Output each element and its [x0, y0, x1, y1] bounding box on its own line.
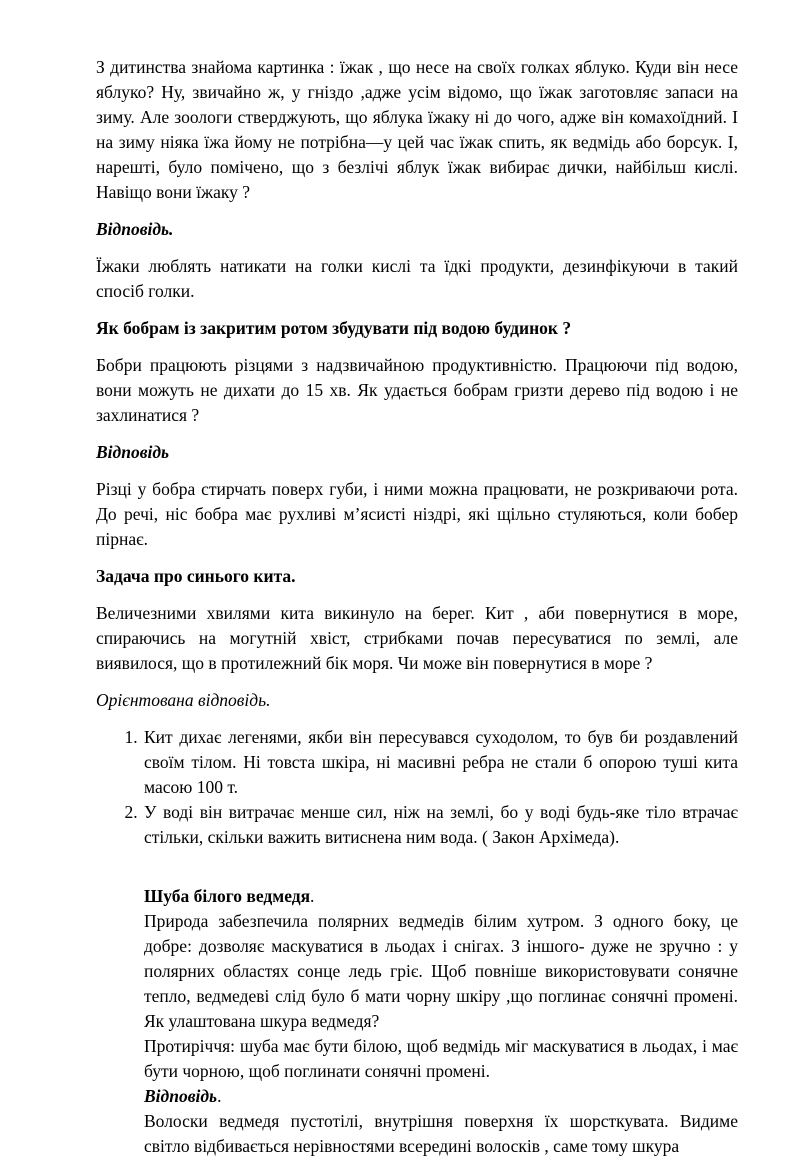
whale-heading: Задача про синього кита. [96, 566, 296, 586]
whale-answer-label: Орієнтована відповідь. [96, 690, 271, 710]
bear-heading-end: . [310, 886, 315, 906]
bear-problem: Природа забезпечила полярних ведмедів білим хутром. З одного боку, це добре: дозволяє маскуватися в льодах і снігах. З іншого- дуже не зручно : у полярних областях сонце ледь гріє. Щоб повніше використовувати сонячне тепло, ведмедеві слід було б мати чорну шкіру ,що поглинає сонячні промені. Як улаштована шкура ведмедя? [144, 911, 738, 1031]
bear-answer-label-line [144, 1084, 738, 1109]
beaver-heading: Як бобрам із закритим ротом збудувати під водою будинок ? [96, 318, 572, 338]
bear-answer-label-end: . [217, 1086, 222, 1106]
hedgehog-answer: Їжаки люблять натикати на голки кислі та їдкі продукти, дезинфікуючи в такий спосіб голки. [96, 256, 738, 301]
document-page [96, 55, 738, 1159]
hedgehog-answer-label: Відповідь. [96, 219, 174, 239]
whale-problem: Величезними хвилями кита викинуло на берег. Кит , аби повернутися в море, спираючись на могутній хвіст, стрибками почав пересуватися по землі, але виявилося, що в протилежний бік моря. Чи може він повернутися в море ? [96, 603, 738, 673]
whale-answer-list [96, 725, 738, 850]
bear-contradiction: Протиріччя: шуба має бути білою, щоб ведмідь міг маскуватися в льодах, і має бути чорною, щоб поглинати сонячні промені. [144, 1036, 738, 1081]
bear-section [144, 884, 738, 1159]
bear-answer-label: Відповідь [144, 1086, 218, 1106]
beaver-problem: Бобри працюють різцями з надзвичайною продуктивністю. Працюючи під водою, вони можуть не дихати до 15 хв. Як удається бобрам гризти дерево під водою і не захлинатися ? [96, 355, 738, 425]
list-item: 1. Кит дихає легенями, якби він пересувався суходолом, то був би роздавлений своїм тілом. Ні товста шкіра, ні масивні ребра не стали б опорою туші кита масою 100 т. [142, 725, 738, 800]
beaver-answer: Різці у бобра стирчать поверх губи, і ними можна працювати, не розкриваючи рота. До речі, ніс бобра має рухливі м’ясисті ніздрі, які щільно стуляються, коли бобер пірнає. [96, 479, 738, 549]
bear-answer: Волоски ведмедя пустотілі, внутрішня поверхня їх шорсткувата. Видиме світло відбивається нерівностями всередині волосків , саме тому шкура [144, 1111, 738, 1156]
list-item: 2. У воді він витрачає менше сил, ніж на землі, бо у воді будь-яке тіло втрачає стільки, скільки важить витиснена ним вода. ( Закон Архімеда). [142, 800, 738, 850]
bear-heading-line [144, 884, 738, 909]
hedgehog-problem: З дитинства знайома картинка : їжак , що несе на своїх голках яблуко. Куди він несе яблуко? Ну, звичайно ж, у гніздо ,адже усім відомо, що їжак заготовляє запаси на зиму. Але зоологи стверджують, що яблука їжаку ні до чого, адже він комахоїдний. І на зиму ніяка їжа йому не потрібна—у цей час їжак спить, як ведмідь або борсук. І, нарешті, було помічено, що з безлічі яблук їжак вибирає дички, найбільш кислі. Навіщо вони їжаку ? [96, 57, 738, 202]
beaver-answer-label: Відповідь [96, 442, 170, 462]
bear-heading: Шуба білого ведмедя [144, 886, 311, 906]
